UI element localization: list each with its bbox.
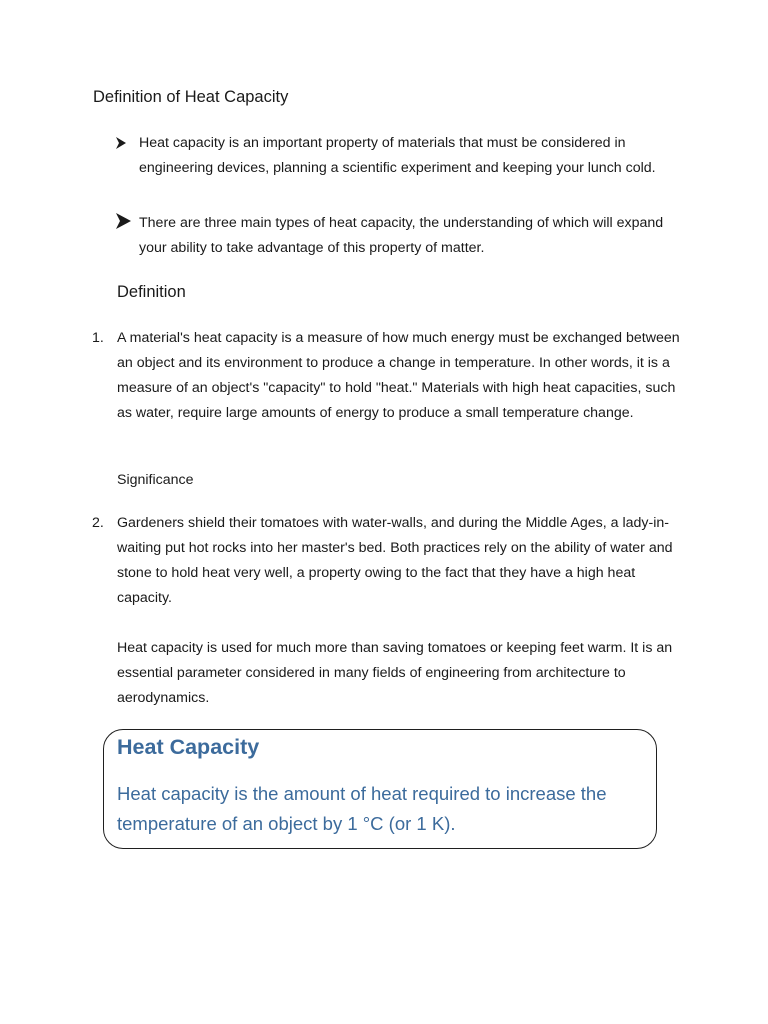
bullet-item bbox=[139, 131, 684, 180]
bullet-text: Heat capacity is an important property of materials that must be considered in engineering devices, planning a scientific experiment and keeping your lunch cold. bbox=[139, 135, 656, 176]
definition-box bbox=[103, 729, 657, 849]
definition-box-text: Heat capacity is the amount of heat required to increase the temperature of an object by 1 °C (or 1 K). bbox=[117, 783, 607, 834]
item-number: 1. bbox=[92, 330, 104, 346]
bullet-text: There are three main types of heat capacity, the understanding of which will expand your ability to take advantage of this property of matter. bbox=[139, 215, 664, 256]
bullet-item bbox=[139, 211, 684, 260]
item-text: A material's heat capacity is a measure of how much energy must be exchanged between an object and its environment to produce a change in temperature. In other words, it is a measure of an object's "capacity" to hold "heat." Materials with high heat capacities, such as water, require large amounts of energy to produce a small temperature change. bbox=[117, 330, 680, 421]
arrowhead-bullet-icon bbox=[115, 209, 133, 233]
item-text: Gardeners shield their tomatoes with water-walls, and during the Middle Ages, a lady-in-waiting put hot rocks into her master's bed. Both practices rely on the ability of water and stone to hold heat very well, a property owing to the fact that they have a high heat capacity. bbox=[117, 515, 673, 606]
numbered-item bbox=[92, 326, 682, 426]
numbered-item bbox=[92, 511, 682, 611]
definition-heading: Definition bbox=[117, 283, 186, 301]
item-number: 2. bbox=[92, 515, 104, 531]
arrowhead-bullet-icon bbox=[115, 131, 133, 155]
page-title: Definition of Heat Capacity bbox=[93, 88, 289, 106]
definition-box-title: Heat Capacity bbox=[117, 735, 260, 759]
significance-heading: Significance bbox=[117, 472, 194, 488]
body-paragraph: Heat capacity is used for much more than saving tomatoes or keeping feet warm. It is an essential parameter considered in many fields of engineering from architecture to aerodynamics. bbox=[117, 640, 673, 706]
